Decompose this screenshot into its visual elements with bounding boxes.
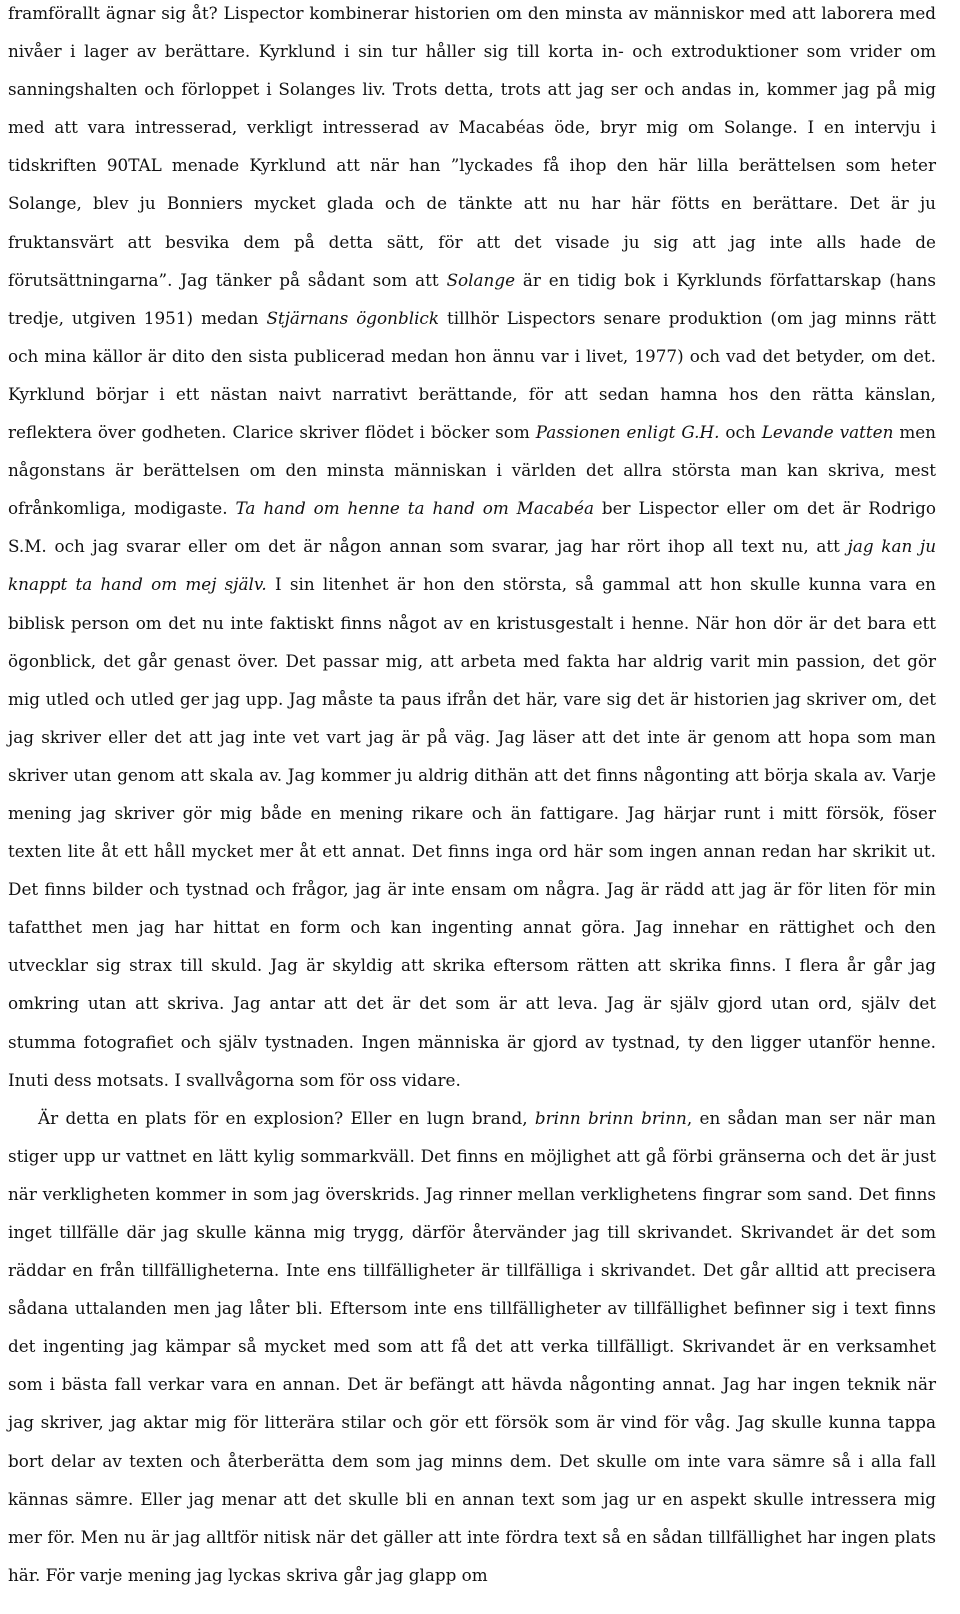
text-run: framförallt ägnar sig åt? Lispector kombinerar historien om den minsta av människor med att laborera med nivåer i lager av berättare. Kyrklund i sin tur håller sig till korta in- och extroduktioner som vrider om sanningshalten och förloppet i Solanges liv. Trots detta, trots att jag ser och andas in, kommer jag på mig med att vara intresserad, verkligt intresserad av Macabéas öde, bryr mig om Solange. I en intervju i tidskriften 90TAL menade Kyrklund att när han ”lyckades få ihop den här lilla berättelsen som heter Solange, blev ju Bonniers mycket glada och de tänkte att nu har här fötts en berättare. Det är ju fruktansvärt att besvika dem på detta sätt, för att det visade ju sig att jag inte alls hade de förutsättningarna”. Jag tänker på sådant som att	[8, 3, 936, 290]
italic-text: Solange	[446, 269, 516, 290]
italic-text: Levande vatten	[761, 422, 894, 443]
paragraph-2	[8, 1099, 936, 1594]
text-run: ber Lispector eller om det är Rodrigo S.M. och jag svarar eller om det är någon annan som svarar, jag har rört ihop all text nu, att	[8, 498, 936, 557]
text-run: tillhör Lispectors senare produktion (om jag minns rätt och mina källor är dito den sista publicerad medan hon ännu var i livet, 1977) och vad det betyder, om det. Kyrklund börjar i ett nästan naivt narrativt berättande, för att sedan hamna hos den rätta känslan, reflektera över godheten. Clarice skriver flödet i böcker som	[8, 307, 936, 443]
text-run: är en tidig bok i Kyrklunds författarskap (hans tredje, utgiven 1951) medan	[8, 269, 936, 328]
text-run: I sin litenhet är hon den största, så gammal att hon skulle kunna vara en biblisk person om det nu inte faktiskt finns något av en kristusgestalt i henne. När hon dör är det bara ett ögonblick, det går genast över. Det passar mig, att arbeta med fakta har aldrig varit min passion, det gör mig utled och utled ger jag upp. Jag måste ta paus ifrån det här, vare sig det är historien jag skriver om, det jag skriver eller det att jag inte vet vart jag är på väg. Jag läser att det inte är genom att hopa som man skriver utan genom att skala av. Jag kommer ju aldrig dithän att det finns någonting att börja skala av. Varje mening jag skriver gör mig både en mening rikare och än fattigare. Jag härjar runt i mitt försök, föser texten lite åt ett håll mycket mer åt ett annat. Det finns inga ord här som ingen annan redan har skrikit ut. Det finns bilder och tystnad och frågor, jag är inte ensam om några. Jag är rädd att jag är för liten för min tafatthet men jag har hittat en form och kan ingenting annat göra. Jag innehar en rättighet och den utvecklar sig strax till skuld. Jag är skyldig att skrika eftersom rätten att skrika finns. I flera år går jag omkring utan att skriva. Jag antar att det är det som är att leva. Jag är själv gjord utan ord, själv det stumma fotografiet och själv tystnaden. Ingen människa är gjord av tystnad, ty den ligger utanför henne. Inuti dess motsats. I svallvågorna som för oss vidare.	[8, 574, 936, 1090]
italic-text: jag kan ju knappt ta hand om mej själv.	[8, 536, 936, 595]
italic-text: Passionen enligt G.H.	[535, 422, 720, 443]
italic-text: Ta hand om henne ta hand om Macabéa	[235, 498, 594, 519]
italic-text: brinn brinn brinn	[534, 1107, 687, 1128]
text-run: , en sådan man ser när man stiger upp ur vattnet en lätt kylig sommarkväll. Det finns en möjlighet att gå förbi gränserna och det är just när verkligheten kommer in som jag överskrids. Jag rinner mellan verklighetens fingrar som sand. Det finns inget tillfälle där jag skulle känna mig trygg, därför återvänder jag till skrivandet. Skrivandet är det som räddar en från tillfälligheterna. Inte ens tillfälligheter är tillfälliga i skrivandet. Det går alltid att precisera sådana uttalanden men jag låter bli. Eftersom inte ens tillfälligheter av tillfällighet befinner sig i text finns det ingenting jag kämpar så mycket med som att få det att verka tillfälligt. Skrivandet är en verksamhet som i bästa fall verkar vara en annan. Det är befängt att hävda någonting annat. Jag har ingen teknik när jag skriver, jag aktar mig för litterära stilar och gör ett försök som är vind för våg. Jag skulle kunna tappa bort delar av texten och återberätta dem som jag minns dem. Det skulle om inte vara sämre så i alla fall kännas sämre. Eller jag menar att det skulle bli en annan text som jag ur en aspekt skulle intressera mig mer för. Men nu är jag alltför nitisk när det gäller att inte fördra text så en sådan tillfällighet har ingen plats här. För varje mening jag lyckas skriva går jag glapp om	[8, 1107, 936, 1585]
text-run: Är detta en plats för en explosion? Eller en lugn brand,	[38, 1107, 535, 1128]
text-run: men någonstans är berättelsen om den minsta människan i världen det allra största man kan skriva, mest ofrånkomliga, modigaste.	[8, 422, 936, 519]
italic-text: Stjärnans ögonblick	[266, 307, 439, 328]
text-run: och	[719, 422, 762, 443]
paragraph-1	[8, 0, 936, 1099]
